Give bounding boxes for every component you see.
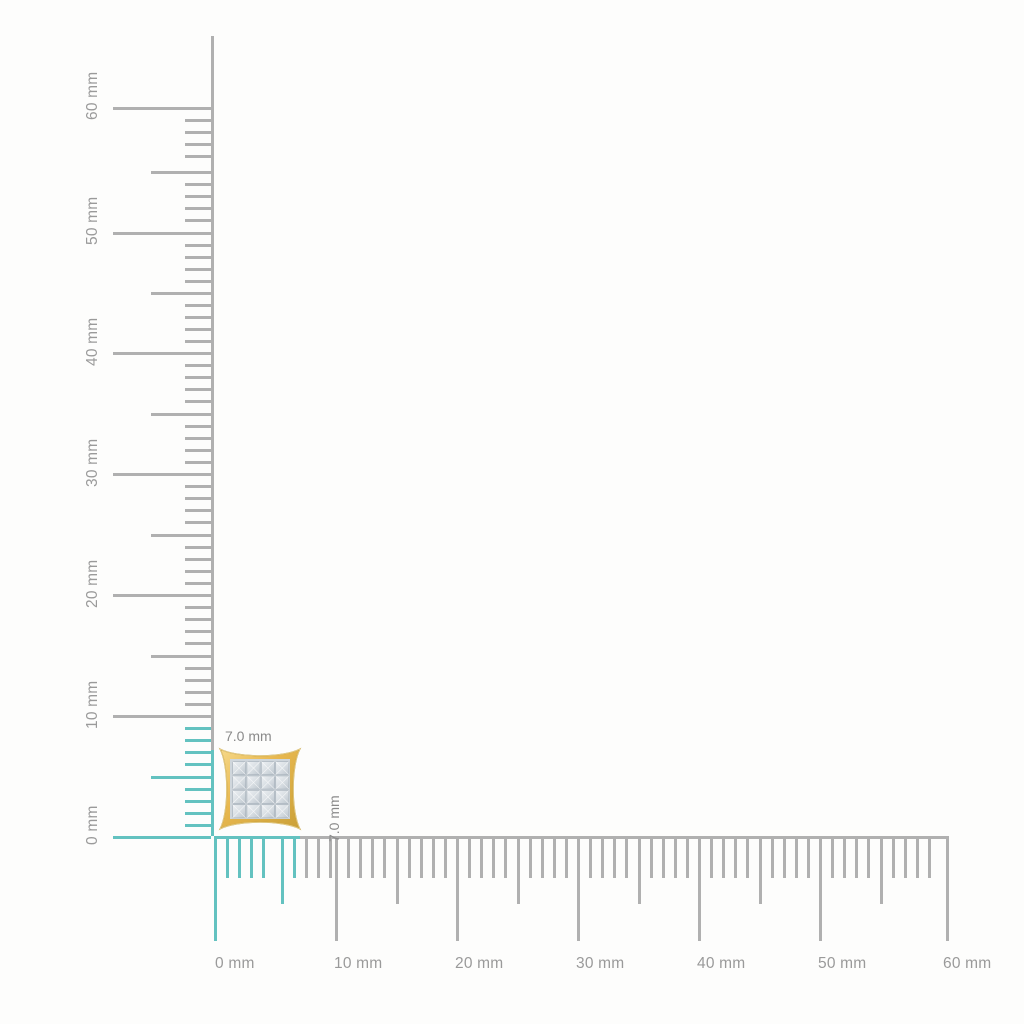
v-minor-tick-highlight bbox=[185, 800, 211, 803]
h-minor-tick bbox=[305, 836, 308, 878]
v-minor-tick bbox=[185, 207, 211, 210]
v-axis-label-10: 10 mm bbox=[84, 680, 101, 729]
h-minor-tick bbox=[867, 836, 870, 878]
h-minor-tick bbox=[371, 836, 374, 878]
h-minor-tick bbox=[904, 836, 907, 878]
v-minor-tick bbox=[185, 268, 211, 271]
v-minor-tick bbox=[185, 618, 211, 621]
h-major-tick-0 bbox=[214, 836, 217, 941]
h-minor-tick bbox=[317, 836, 320, 878]
h-minor-tick bbox=[408, 836, 411, 878]
h-minor-tick bbox=[807, 836, 810, 878]
h-minor-tick-highlight bbox=[262, 836, 265, 878]
h-minor-tick bbox=[565, 836, 568, 878]
h-minor-tick bbox=[795, 836, 798, 878]
v-minor-tick bbox=[185, 364, 211, 367]
v-axis-label-50: 50 mm bbox=[84, 196, 101, 245]
vertical-rail bbox=[211, 36, 214, 836]
h-minor-tick bbox=[650, 836, 653, 878]
h-minor-tick bbox=[492, 836, 495, 878]
v-minor-tick-highlight bbox=[185, 727, 211, 730]
h-mid-tick-5 bbox=[281, 836, 284, 904]
h-minor-tick bbox=[710, 836, 713, 878]
v-minor-tick bbox=[185, 219, 211, 222]
h-minor-tick bbox=[674, 836, 677, 878]
product-height-label: 7.0 mm bbox=[326, 795, 342, 842]
h-minor-tick bbox=[383, 836, 386, 878]
v-mid-tick-25 bbox=[151, 534, 211, 537]
h-major-tick-10 bbox=[335, 836, 338, 941]
h-major-tick-30 bbox=[577, 836, 580, 941]
h-minor-tick bbox=[432, 836, 435, 878]
product-image bbox=[216, 745, 304, 833]
v-minor-tick bbox=[185, 485, 211, 488]
h-major-tick-40 bbox=[698, 836, 701, 941]
v-minor-tick bbox=[185, 131, 211, 134]
h-mid-tick-35 bbox=[638, 836, 641, 904]
v-mid-tick-55 bbox=[151, 171, 211, 174]
v-minor-tick bbox=[185, 509, 211, 512]
v-minor-tick-highlight bbox=[185, 751, 211, 754]
v-minor-tick bbox=[185, 316, 211, 319]
h-minor-tick bbox=[359, 836, 362, 878]
v-minor-tick bbox=[185, 195, 211, 198]
h-minor-tick bbox=[480, 836, 483, 878]
v-major-tick-50 bbox=[113, 232, 211, 235]
v-major-tick-10 bbox=[113, 715, 211, 718]
h-minor-tick bbox=[347, 836, 350, 878]
v-axis-label-60: 60 mm bbox=[84, 71, 101, 120]
v-minor-tick bbox=[185, 570, 211, 573]
h-minor-tick-highlight bbox=[238, 836, 241, 878]
h-axis-label-40: 40 mm bbox=[697, 955, 746, 972]
h-minor-tick bbox=[783, 836, 786, 878]
v-minor-tick bbox=[185, 244, 211, 247]
v-minor-tick bbox=[185, 143, 211, 146]
h-minor-tick bbox=[771, 836, 774, 878]
v-minor-tick bbox=[185, 667, 211, 670]
h-minor-tick bbox=[928, 836, 931, 878]
h-axis-label-60: 60 mm bbox=[943, 955, 992, 972]
h-minor-tick-highlight bbox=[293, 836, 296, 878]
v-minor-tick bbox=[185, 582, 211, 585]
v-minor-tick bbox=[185, 691, 211, 694]
h-minor-tick bbox=[329, 836, 332, 878]
v-minor-tick bbox=[185, 400, 211, 403]
v-minor-tick bbox=[185, 703, 211, 706]
v-minor-tick bbox=[185, 340, 211, 343]
v-axis-label-0: 0 mm bbox=[84, 805, 101, 845]
h-minor-tick bbox=[589, 836, 592, 878]
h-minor-tick bbox=[420, 836, 423, 878]
v-minor-tick bbox=[185, 183, 211, 186]
h-minor-tick bbox=[892, 836, 895, 878]
h-minor-tick bbox=[553, 836, 556, 878]
v-mid-tick-35 bbox=[151, 413, 211, 416]
vertical-rail-highlight bbox=[211, 750, 214, 836]
h-mid-tick-45 bbox=[759, 836, 762, 904]
horizontal-rail bbox=[214, 836, 949, 839]
v-minor-tick bbox=[185, 642, 211, 645]
h-mid-tick-55 bbox=[880, 836, 883, 904]
v-mid-tick-5 bbox=[151, 776, 211, 779]
v-major-tick-30 bbox=[113, 473, 211, 476]
h-axis-label-20: 20 mm bbox=[455, 955, 504, 972]
v-minor-tick-highlight bbox=[185, 788, 211, 791]
v-minor-tick bbox=[185, 256, 211, 259]
v-major-tick-60 bbox=[113, 107, 211, 110]
v-axis-label-40: 40 mm bbox=[84, 317, 101, 366]
h-minor-tick bbox=[625, 836, 628, 878]
h-axis-label-10: 10 mm bbox=[334, 955, 383, 972]
h-mid-tick-15 bbox=[396, 836, 399, 904]
v-minor-tick bbox=[185, 546, 211, 549]
h-minor-tick bbox=[504, 836, 507, 878]
h-minor-tick bbox=[444, 836, 447, 878]
v-minor-tick bbox=[185, 630, 211, 633]
h-minor-tick bbox=[541, 836, 544, 878]
h-minor-tick bbox=[468, 836, 471, 878]
v-minor-tick bbox=[185, 328, 211, 331]
h-minor-tick bbox=[746, 836, 749, 878]
v-minor-tick bbox=[185, 304, 211, 307]
h-axis-label-50: 50 mm bbox=[818, 955, 867, 972]
h-major-tick-50 bbox=[819, 836, 822, 941]
h-minor-tick bbox=[916, 836, 919, 878]
v-minor-tick bbox=[185, 558, 211, 561]
h-axis-label-30: 30 mm bbox=[576, 955, 625, 972]
v-minor-tick bbox=[185, 679, 211, 682]
v-axis-label-30: 30 mm bbox=[84, 438, 101, 487]
v-minor-tick bbox=[185, 449, 211, 452]
h-minor-tick bbox=[843, 836, 846, 878]
v-minor-tick bbox=[185, 376, 211, 379]
v-minor-tick bbox=[185, 119, 211, 122]
h-minor-tick-highlight bbox=[226, 836, 229, 878]
v-mid-tick-15 bbox=[151, 655, 211, 658]
v-minor-tick bbox=[185, 425, 211, 428]
h-minor-tick-highlight bbox=[250, 836, 253, 878]
h-minor-tick bbox=[601, 836, 604, 878]
h-minor-tick bbox=[529, 836, 532, 878]
v-minor-tick-highlight bbox=[185, 812, 211, 815]
v-major-tick-40 bbox=[113, 352, 211, 355]
v-minor-tick bbox=[185, 155, 211, 158]
h-major-tick-60 bbox=[946, 836, 949, 941]
v-minor-tick bbox=[185, 497, 211, 500]
h-minor-tick bbox=[831, 836, 834, 878]
v-minor-tick bbox=[185, 280, 211, 283]
v-minor-tick bbox=[185, 388, 211, 391]
h-minor-tick bbox=[613, 836, 616, 878]
v-major-tick-0 bbox=[113, 836, 211, 839]
v-minor-tick bbox=[185, 437, 211, 440]
v-mid-tick-45 bbox=[151, 292, 211, 295]
v-minor-tick bbox=[185, 461, 211, 464]
v-minor-tick bbox=[185, 521, 211, 524]
h-minor-tick bbox=[686, 836, 689, 878]
h-axis-label-0: 0 mm bbox=[215, 955, 255, 972]
h-minor-tick bbox=[734, 836, 737, 878]
v-minor-tick-highlight bbox=[185, 763, 211, 766]
h-minor-tick bbox=[662, 836, 665, 878]
h-minor-tick bbox=[722, 836, 725, 878]
h-mid-tick-25 bbox=[517, 836, 520, 904]
v-major-tick-20 bbox=[113, 594, 211, 597]
v-axis-label-20: 20 mm bbox=[84, 559, 101, 608]
v-minor-tick-highlight bbox=[185, 824, 211, 827]
v-minor-tick-highlight bbox=[185, 739, 211, 742]
h-minor-tick bbox=[855, 836, 858, 878]
h-major-tick-20 bbox=[456, 836, 459, 941]
product-width-label: 7.0 mm bbox=[225, 728, 272, 744]
v-minor-tick bbox=[185, 606, 211, 609]
